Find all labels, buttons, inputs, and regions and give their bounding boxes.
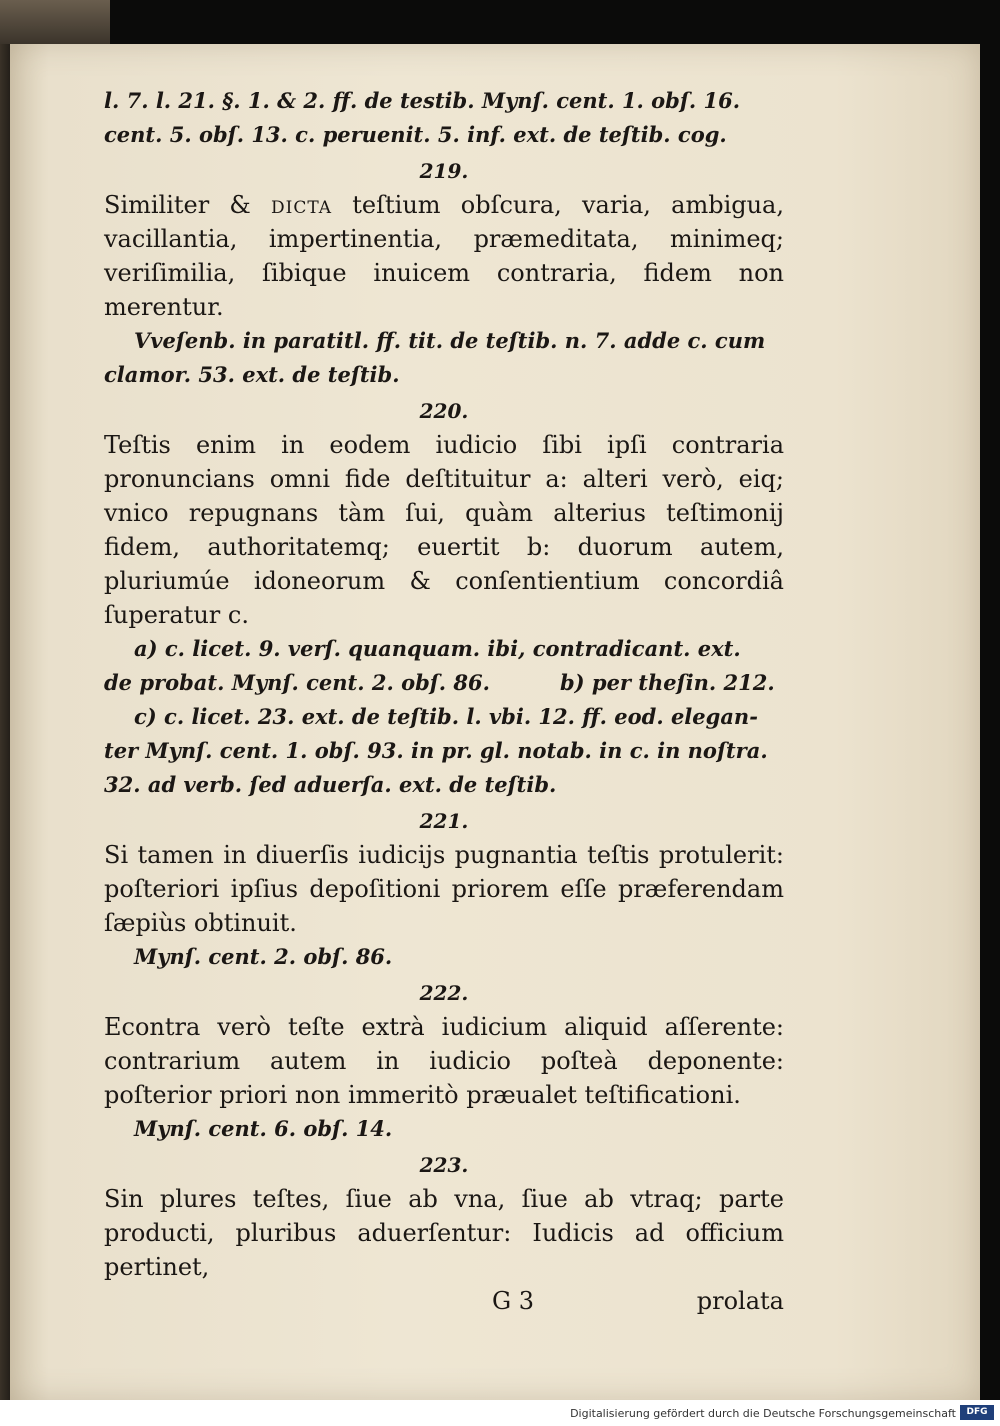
page-footer-line — [104, 1284, 784, 1318]
paragraph-219: Similiter & dicta teſtium obſcura, varia, ambigua, vacillantia, impertinentia, præmeditata, minimeq; veriſimilia, ſibique inuicem contraria, fidem non merentur. — [104, 191, 784, 321]
footnote-line: c) c. licet. 23. ext. de teſtib. l. vbi. 12. ff. eod. elegan- — [134, 704, 758, 729]
footnote-line: a) c. licet. 9. verſ. quanquam. ibi, contradicant. ext. — [134, 636, 741, 661]
paragraph-220: Teſtis enim in eodem iudicio ſibi ipſi contraria pronuncians omni fide deſtituitur a: alteri verò, eiq; vnico repugnans tàm ſui, quàm alterius teſtimonij fidem, authoritatemq; euertit b: duorum autem, pluriumúe idoneorum & conſentientium concordiâ ſuperatur c. — [104, 431, 784, 629]
signature-mark: G 3 — [492, 1287, 535, 1315]
section-number: 223. — [419, 1153, 469, 1177]
digitization-footer — [0, 1400, 1000, 1426]
section-number: 219. — [419, 159, 469, 183]
paragraph-222: Econtra verò teſte extrà iudicium aliquid aſſerente: contrarium autem in iudicio poſteà deponente: poſterior priori non immeritò præualet teſtificationi. — [104, 1013, 784, 1109]
paragraph-221: Si tamen in diuerſis iudicijs pugnantia teſtis protulerit: poſteriori ipſius depoſitioni priorem eſſe præferendam ſæpiùs obtinuit. — [104, 841, 784, 937]
catchword: prolata — [696, 1287, 784, 1315]
footnote-line: 32. ad verb. ſed aduerſa. ext. de teſtib. — [104, 772, 557, 797]
citation-line: cent. 5. obſ. 13. c. peruenit. 5. inf. ext. de teſtib. cog. — [104, 122, 727, 147]
citation-line: Vveſenb. in paratitl. ff. tit. de teſtib. n. 7. adde c. cum — [134, 328, 766, 353]
footnote-line: de probat. Mynſ. cent. 2. obſ. 86. b) per theſin. 212. — [104, 670, 775, 695]
paragraph-223: Sin plures teſtes, ſiue ab vna, ſiue ab vtraq; parte producti, pluribus aduerſentur: Iudicis ad officium pertinet, — [104, 1185, 784, 1281]
section-number: 222. — [419, 981, 469, 1005]
footnote-line: ter Mynſ. cent. 1. obſ. 93. in pr. gl. notab. in c. in noſtra. — [104, 738, 768, 763]
page-text — [104, 84, 784, 1318]
citation-line: Mynſ. cent. 6. obſ. 14. — [134, 1116, 393, 1141]
citation-line: Mynſ. cent. 2. obſ. 86. — [134, 944, 393, 969]
binding-edge — [0, 0, 110, 44]
footer-credit: Digitalisierung gefördert durch die Deutsche Forschungsgemeinschaft — [570, 1407, 956, 1420]
citation-line: clamor. 53. ext. de teſtib. — [104, 362, 400, 387]
dfg-logo: DFG — [960, 1405, 994, 1420]
section-number: 220. — [419, 399, 469, 423]
citation-line: l. 7. l. 21. §. 1. & 2. ff. de testib. Mynſ. cent. 1. obſ. 16. — [104, 88, 741, 113]
section-number: 221. — [419, 809, 469, 833]
small-caps-word: dicta — [271, 191, 333, 219]
